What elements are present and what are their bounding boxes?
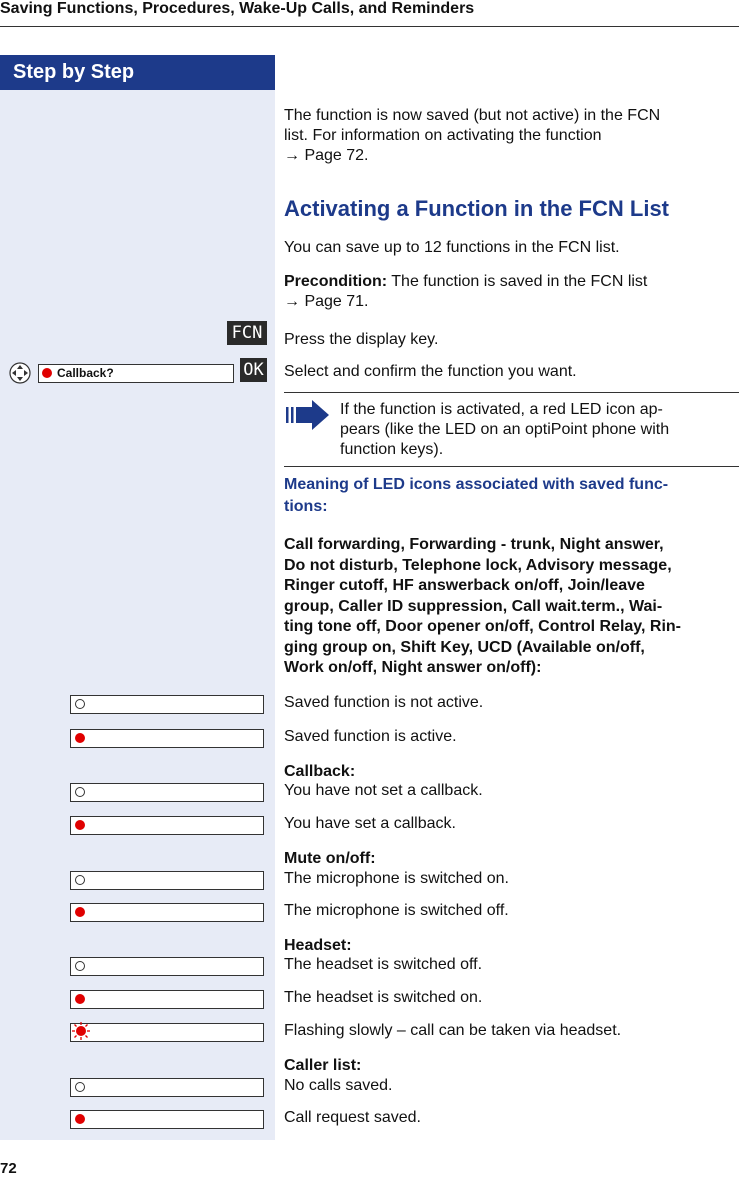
mic-off-text: The microphone is switched off. bbox=[284, 902, 509, 919]
note-line-3: function keys). bbox=[340, 441, 444, 458]
caller-list-label: Caller list: bbox=[284, 1057, 362, 1074]
led-on-icon bbox=[42, 368, 52, 378]
headset-label: Headset: bbox=[284, 937, 352, 954]
intro-line-1: The function is now saved (but not active) in the FCN bbox=[284, 107, 661, 124]
mic-on-text: The microphone is switched on. bbox=[284, 870, 509, 887]
precondition-label: Precondition: bbox=[284, 273, 388, 290]
led-display-field bbox=[70, 957, 264, 976]
led-on-icon bbox=[75, 733, 85, 743]
functions-line: group, Caller ID suppression, Call wait.term., Wai- bbox=[284, 597, 663, 615]
running-header: Saving Functions, Procedures, Wake-Up Calls, and Reminders bbox=[0, 0, 475, 17]
section-title: Activating a Function in the FCN List bbox=[284, 196, 669, 221]
note-bottom-rule bbox=[284, 466, 739, 467]
led-display-field bbox=[70, 816, 264, 835]
functions-line: ging group on, Shift Key, UCD (Available on/off, bbox=[284, 638, 645, 656]
mute-label: Mute on/off: bbox=[284, 850, 376, 867]
fcn-display-key[interactable]: FCN bbox=[227, 321, 267, 345]
functions-line: Do not disturb, Telephone lock, Advisory message, bbox=[284, 556, 672, 574]
callback-option-label: Callback? bbox=[57, 366, 114, 380]
led-display-field bbox=[70, 990, 264, 1009]
navigation-key-icon[interactable] bbox=[9, 362, 31, 384]
led-on-icon bbox=[75, 1114, 85, 1124]
functions-line: ting tone off, Door opener on/off, Control Relay, Rin- bbox=[284, 618, 681, 635]
note-arrow-icon bbox=[284, 398, 330, 432]
led-flashing-icon bbox=[71, 1022, 93, 1042]
note-top-rule bbox=[284, 392, 739, 393]
led-display-field bbox=[70, 1110, 264, 1129]
led-meaning-heading bbox=[284, 474, 739, 518]
header-rule bbox=[0, 26, 739, 27]
step-by-step-heading bbox=[0, 55, 275, 90]
saved-not-active-text: Saved function is not active. bbox=[284, 694, 484, 711]
select-step-text: Select and confirm the function you want. bbox=[284, 363, 577, 380]
step-column bbox=[0, 90, 275, 1140]
functions-list bbox=[284, 535, 739, 679]
capacity-text: You can save up to 12 functions in the FCN list. bbox=[284, 239, 620, 256]
led-display-field bbox=[70, 695, 264, 714]
headset-on-text: The headset is switched on. bbox=[284, 989, 483, 1006]
led-off-icon bbox=[75, 699, 85, 709]
flashing-text: Flashing slowly – call can be taken via headset. bbox=[284, 1022, 622, 1039]
led-display-field bbox=[70, 783, 264, 802]
led-display-field bbox=[70, 1023, 264, 1042]
precondition bbox=[284, 272, 647, 292]
intro-line-2: list. For information on activating the function bbox=[284, 127, 602, 144]
page-number: 72 bbox=[0, 1160, 17, 1177]
callback-set-text: You have set a callback. bbox=[284, 815, 456, 832]
note-line-2: pears (like the LED on an optiPoint phone with bbox=[340, 421, 670, 438]
no-calls-text: No calls saved. bbox=[284, 1077, 393, 1094]
led-off-icon bbox=[75, 875, 85, 885]
led-off-icon bbox=[75, 1082, 85, 1092]
fcn-step-text: Press the display key. bbox=[284, 331, 439, 348]
functions-line: Work on/off, Night answer on/off): bbox=[284, 659, 542, 676]
led-display-field bbox=[70, 1078, 264, 1097]
call-request-text: Call request saved. bbox=[284, 1109, 421, 1126]
led-off-icon bbox=[75, 787, 85, 797]
intro-page-ref: → Page 72. bbox=[284, 147, 369, 164]
note-line-1: If the function is activated, a red LED icon ap- bbox=[340, 401, 663, 418]
led-meaning-line-2: tions: bbox=[284, 498, 328, 515]
callback-display-option[interactable] bbox=[38, 364, 234, 383]
led-display-field bbox=[70, 903, 264, 922]
callback-label: Callback: bbox=[284, 763, 356, 780]
functions-line: Ringer cutoff, HF answerback on/off, Join/leave bbox=[284, 577, 645, 594]
led-display-field bbox=[70, 871, 264, 890]
led-meaning-line-1: Meaning of LED icons associated with saved func- bbox=[284, 476, 669, 493]
led-off-icon bbox=[75, 961, 85, 971]
headset-off-text: The headset is switched off. bbox=[284, 956, 483, 973]
saved-active-text: Saved function is active. bbox=[284, 728, 457, 745]
led-on-icon bbox=[75, 907, 85, 917]
precondition-text: The function is saved in the FCN list bbox=[387, 273, 648, 290]
functions-line: Call forwarding, Forwarding - trunk, Night answer, bbox=[284, 536, 664, 553]
step-by-step-label: Step by Step bbox=[13, 61, 135, 83]
led-display-field bbox=[70, 729, 264, 748]
precondition-page-ref: → Page 71. bbox=[284, 293, 369, 310]
ok-display-key[interactable]: OK bbox=[240, 358, 267, 382]
callback-not-set-text: You have not set a callback. bbox=[284, 782, 483, 799]
led-on-icon bbox=[75, 820, 85, 830]
led-on-icon bbox=[75, 994, 85, 1004]
